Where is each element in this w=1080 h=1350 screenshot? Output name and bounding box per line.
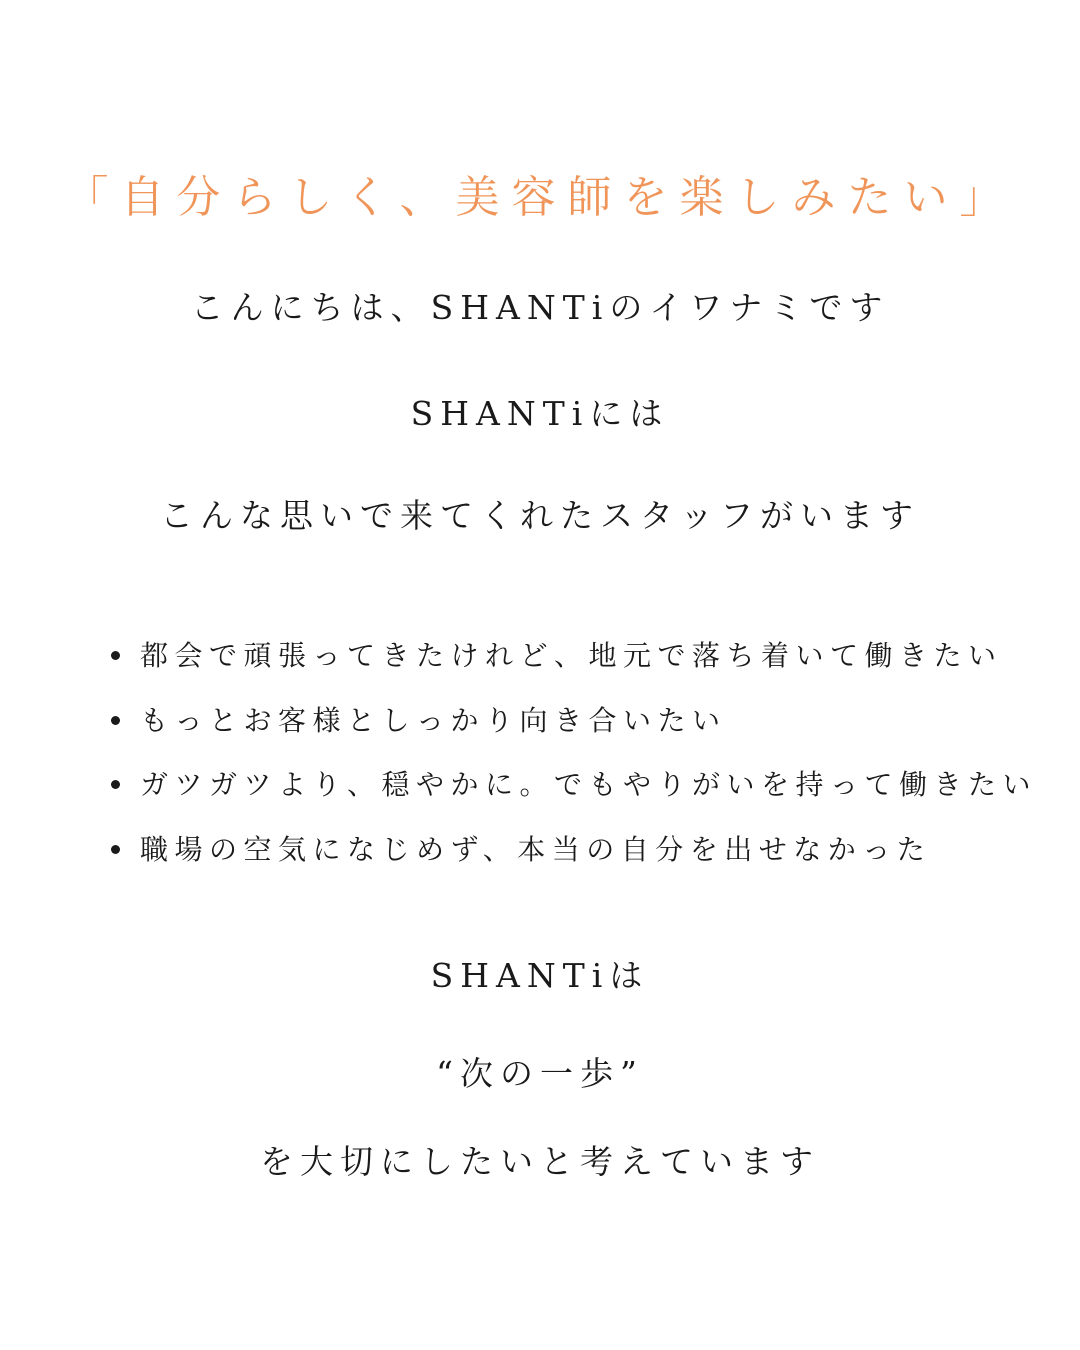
headline: 「自分らしく、美容師を楽しみたい」: [64, 172, 1016, 223]
closing-text: を大切にしたいと考えています: [260, 1142, 820, 1181]
list-item: [108, 695, 1037, 760]
shanti-statement-text: SHANTiは: [430, 956, 650, 995]
staff-intro-text: こんな思いで来てくれたスタッフがいます: [160, 496, 920, 535]
staff-thoughts-list: [108, 630, 1037, 888]
bullet-dot-icon: [111, 780, 120, 789]
list-item: [108, 824, 1037, 889]
list-item: [108, 630, 1037, 695]
bullet-dot-icon: [111, 716, 120, 725]
bullet-dot-icon: [111, 845, 120, 854]
list-item-text: ガツガツより、穏やかに。でもやりがいを持って働きたい: [140, 768, 1038, 801]
list-item-text: 都会で頑張ってきたけれど、地元で落ち着いて働きたい: [140, 639, 1003, 672]
list-item: [108, 759, 1037, 824]
next-step-text: “次の一歩”: [436, 1054, 644, 1093]
greeting-text: こんにちは、SHANTiのイワナミです: [190, 288, 890, 327]
bullet-dot-icon: [111, 651, 120, 660]
list-item-text: もっとお客様としっかり向き合いたい: [140, 703, 727, 737]
list-item-text: 職場の空気になじめず、本当の自分を出せなかった: [140, 832, 932, 866]
shanti-intro-text: SHANTiには: [410, 394, 670, 433]
